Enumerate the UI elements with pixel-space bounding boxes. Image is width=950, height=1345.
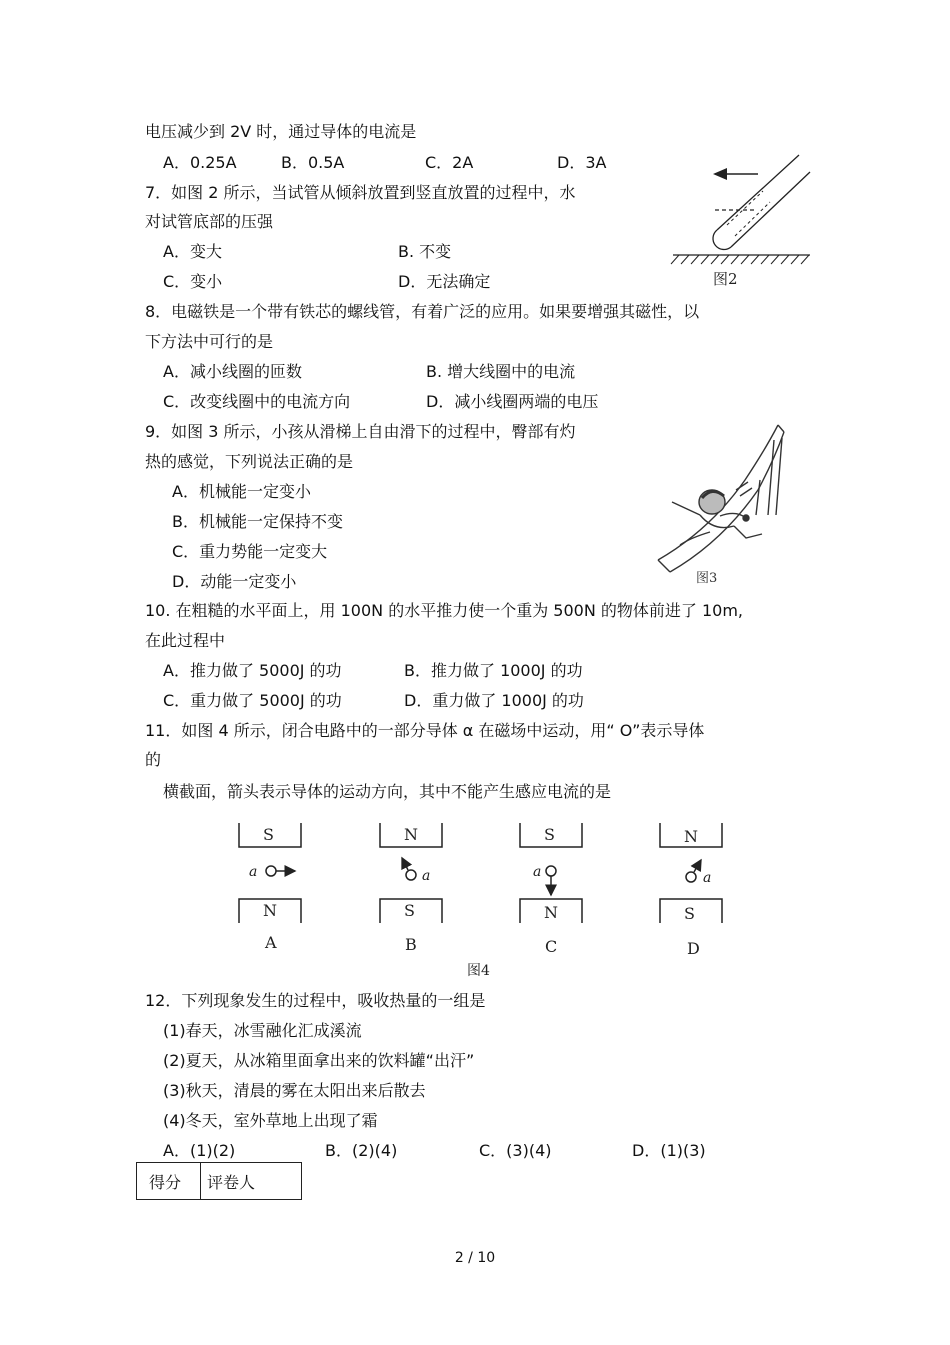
q11-stem-line2: 的	[145, 750, 162, 769]
q12-item-4: (4)冬天，室外草地上出现了霜	[163, 1111, 378, 1130]
panel-b-conductor-label: a	[422, 868, 431, 884]
q7-option-c: C．变小	[163, 272, 223, 291]
q10-option-d: D．重力做了 1000J 的功	[404, 691, 584, 710]
q12-stem: 12．下列现象发生的过程中，吸收热量的一组是	[145, 991, 486, 1010]
q12-item-1: (1)春天，冰雪融化汇成溪流	[163, 1021, 362, 1040]
panel-c-conductor-label: a	[533, 864, 542, 880]
q7-stem-line1: 7．如图 2 所示，当试管从倾斜放置到竖直放置的过程中，水	[145, 183, 576, 202]
figure-2-test-tube	[665, 150, 815, 290]
panel-d-bottom-pole: S	[684, 904, 695, 923]
panel-a-top-pole: S	[263, 825, 274, 844]
q12-item-3: (3)秋天，清晨的雾在太阳出来后散去	[163, 1081, 426, 1100]
q11-stem-line1: 11．如图 4 所示，闭合电路中的一部分导体 α 在磁场中运动，用“ O”表示导体	[145, 721, 705, 740]
q6-option-a: A．0.25A	[163, 153, 237, 172]
panel-d-top-pole: N	[684, 827, 698, 846]
panel-c-top-pole: S	[544, 825, 555, 844]
q7-option-b: B. 不变	[398, 242, 452, 261]
panel-d-conductor-label: a	[703, 870, 712, 886]
q12-option-a: A．(1)(2)	[163, 1141, 236, 1160]
panel-a-bottom-pole: N	[263, 901, 277, 920]
q10-stem-line2: 在此过程中	[145, 631, 226, 650]
q8-stem-line1: 8．电磁铁是一个带有铁芯的螺线管，有着广泛的应用。如果要增强其磁性，以	[145, 302, 700, 321]
q12-item-2: (2)夏天，从冰箱里面拿出来的饮料罐“出汗”	[163, 1051, 475, 1070]
panel-c-bottom-pole: N	[544, 903, 558, 922]
score-table	[136, 1162, 302, 1200]
panel-a-label: A	[265, 933, 277, 952]
q9-option-c: C．重力势能一定变大	[172, 542, 328, 561]
q12-option-d: D．(1)(3)	[632, 1141, 706, 1160]
figure-3-label: 图3	[696, 571, 718, 586]
q8-option-c: C．改变线圈中的电流方向	[163, 392, 351, 411]
q11-stem-line3: 横截面，箭头表示导体的运动方向，其中不能产生感应电流的是	[163, 782, 612, 801]
q9-option-a: A．机械能一定变小	[172, 482, 311, 501]
q9-stem-line1: 9．如图 3 所示，小孩从滑梯上自由滑下的过程中，臀部有灼	[145, 422, 576, 441]
q6-option-b: B．0.5A	[281, 153, 345, 172]
q6-option-d: D．3A	[557, 153, 607, 172]
figure-4-magnets	[225, 815, 745, 985]
panel-c-label: C	[545, 937, 558, 956]
q8-stem-line2: 下方法中可行的是	[145, 332, 274, 351]
q10-option-c: C．重力做了 5000J 的功	[163, 691, 342, 710]
q8-option-d: D．减小线圈两端的电压	[426, 392, 599, 411]
q7-option-d: D．无法确定	[398, 272, 491, 291]
panel-d-label: D	[687, 939, 700, 958]
q12-option-b: B．(2)(4)	[325, 1141, 398, 1160]
q10-option-a: A．推力做了 5000J 的功	[163, 661, 342, 680]
page-number: 2 / 10	[454, 1250, 496, 1266]
q7-option-a: A．变大	[163, 242, 222, 261]
q12-option-c: C．(3)(4)	[479, 1141, 552, 1160]
panel-b-top-pole: N	[404, 825, 418, 844]
q9-option-b: B．机械能一定保持不变	[172, 512, 343, 531]
figure-4-label: 图4	[467, 963, 490, 979]
figure-3-slide	[650, 420, 800, 590]
q9-option-d: D．动能一定变小	[172, 572, 297, 591]
q6-option-c: C．2A	[425, 153, 474, 172]
q9-stem-line2: 热的感觉，下列说法正确的是	[145, 452, 354, 471]
panel-a-conductor-label: a	[249, 864, 258, 880]
score-cell: 得分	[137, 1163, 201, 1199]
q7-stem-line2: 对试管底部的压强	[145, 212, 274, 231]
q10-option-b: B．推力做了 1000J 的功	[404, 661, 583, 680]
figure-2-label: 图2	[713, 270, 738, 288]
q10-stem-line1: 10. 在粗糙的水平面上，用 100N 的水平推力使一个重为 500N 的物体前进了 10m,	[145, 601, 744, 620]
panel-b-bottom-pole: S	[404, 901, 415, 920]
panel-b-label: B	[405, 935, 417, 954]
grader-cell: 评卷人	[207, 1172, 256, 1192]
q6-stem: 电压减少到 2V 时，通过导体的电流是	[145, 122, 417, 141]
q8-option-a: A．减小线圈的匝数	[163, 362, 302, 381]
q8-option-b: B. 增大线圈中的电流	[426, 362, 576, 381]
